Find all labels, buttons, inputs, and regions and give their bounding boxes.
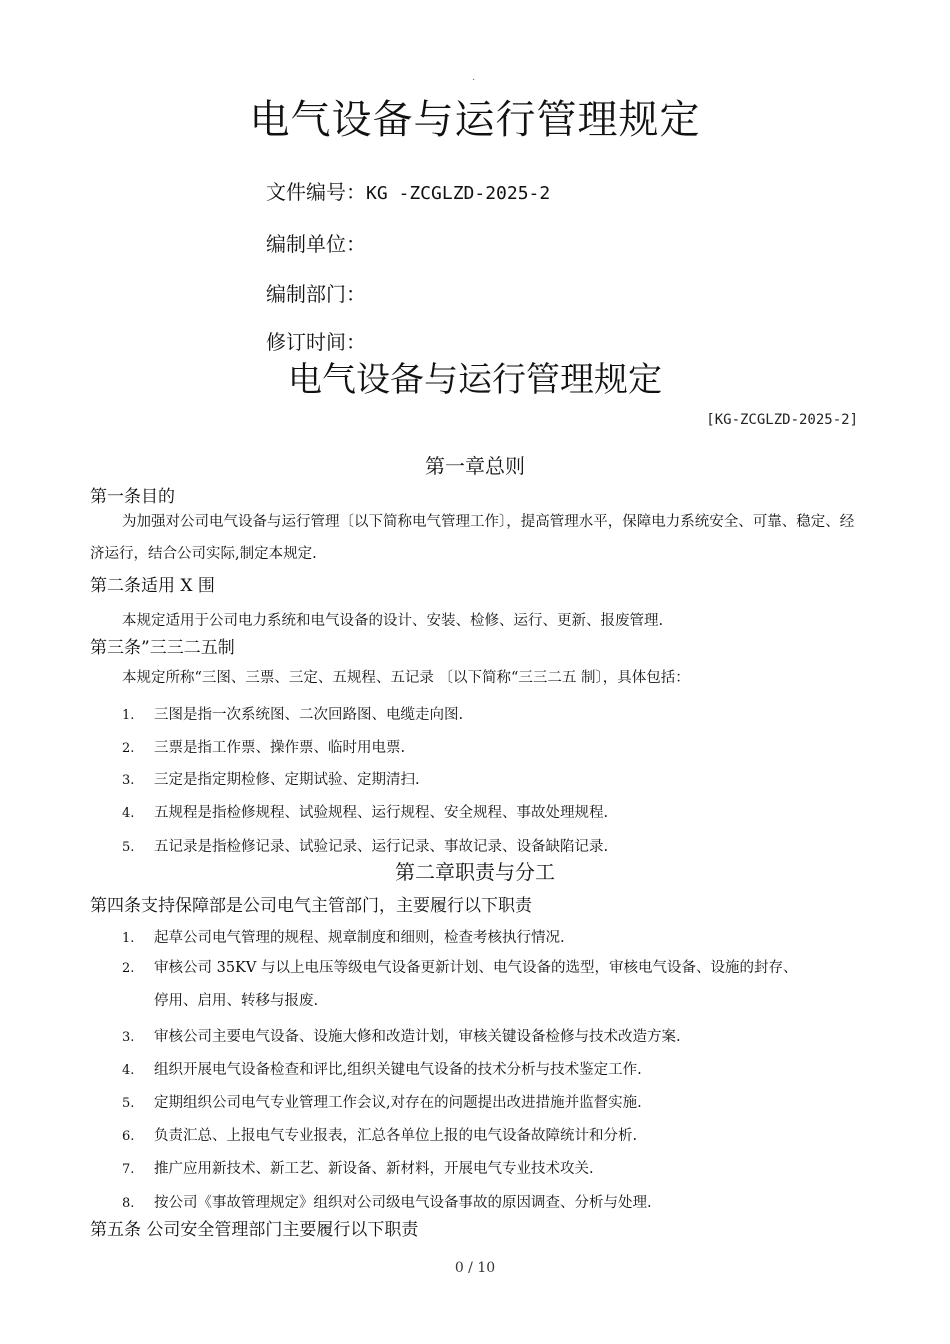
cover-dot: . bbox=[472, 72, 476, 83]
article-3-text: 本规定所称“三图、三票、三定、五规程、五记录 〔以下简称“三三二五 制〕，具体包括： bbox=[122, 670, 690, 686]
compile-unit-label: 编制单位： bbox=[266, 232, 366, 256]
list-item: 3. 审核公司主要电气设备、设施大修和改造计划，审核关键设备检修与技术改造方案. bbox=[122, 1029, 681, 1045]
article-4-title: 第四条支持保障部是公司电气主管部门，主要履行以下职责 bbox=[90, 896, 532, 916]
file-number-line bbox=[266, 176, 550, 205]
file-number-value: KG -ZCGLZD-2025-2 bbox=[366, 183, 551, 204]
list-item: 4. 组织开展电气设备检查和评比,组织关键电气设备的技术分析与技术鉴定工作. bbox=[122, 1062, 642, 1078]
article-1-text: 为加强对公司电气设备与运行管理〔以下简称电气管理工作〕，提高管理水平，保障电力系统安全、可靠、稳定、经济运行，结合公司实际,制定本规定. bbox=[90, 514, 855, 562]
list-item: 8. 按公司《事故管理规定》组织对公司级电气设备事故的原因调查、分析与处理. bbox=[122, 1195, 652, 1211]
list-item: 6. 负责汇总、上报电气专业报表，汇总各单位上报的电气设备故障统计和分析. bbox=[122, 1128, 638, 1144]
article-2-title: 第二条适用 X 围 bbox=[90, 576, 215, 596]
list-item: 2. 审核公司 35KV 与以上电压等级电气设备更新计划、电气设备的选型，审核电气设备、设施的封存、 停用、启用、转移与报废. bbox=[122, 960, 798, 1009]
chapter-2-heading: 第二章职责与分工 bbox=[395, 860, 555, 884]
cover-title: 电气设备与运行管理规定 bbox=[249, 97, 701, 143]
list-item: 1. 起草公司电气管理的规程、规章制度和细则，检查考核执行情况. bbox=[122, 930, 565, 946]
article-2-text: 本规定适用于公司电力系统和电气设备的设计、安装、检修、运行、更新、报废管理. bbox=[122, 613, 664, 629]
list-item: 5. 五记录是指检修记录、试验记录、运行记录、事故记录、设备缺陷记录. bbox=[122, 839, 609, 855]
list-item: 4. 五规程是指检修规程、试验规程、运行规程、安全规程、事故处理规程. bbox=[122, 805, 609, 821]
list-item: 7. 推广应用新技术、新工艺、新设备、新材料，开展电气专业技术攻关. bbox=[122, 1161, 594, 1177]
article-3-title: 第三条”三三二五制 bbox=[90, 638, 235, 658]
file-number-label: 文件编号： bbox=[266, 180, 366, 204]
chapter-1-heading: 第一章总则 bbox=[425, 454, 525, 478]
article-1-title: 第一条目的 bbox=[90, 487, 175, 507]
document-reference: [KG-ZCGLZD-2025-2] bbox=[706, 412, 858, 428]
article-5-title: 第五条 公司安全管理部门主要履行以下职责 bbox=[90, 1220, 419, 1240]
list-item: 1. 三图是指一次系统图、二次回路图、电缆走向图. bbox=[122, 707, 464, 723]
document-title: 电气设备与运行管理规定 bbox=[288, 360, 662, 400]
list-item: 2. 三票是指工作票、操作票、临时用电票. bbox=[122, 740, 406, 756]
revision-time-label: 修订时间： bbox=[266, 330, 366, 354]
list-item: 3. 三定是指定期检修、定期试验、定期清扫. bbox=[122, 772, 420, 788]
page-number: 0 / 10 bbox=[454, 1260, 496, 1276]
compile-dept-label: 编制部门： bbox=[266, 282, 366, 306]
list-item: 5. 定期组织公司电气专业管理工作会议,对存在的问题提出改进措施并监督实施. bbox=[122, 1095, 642, 1111]
